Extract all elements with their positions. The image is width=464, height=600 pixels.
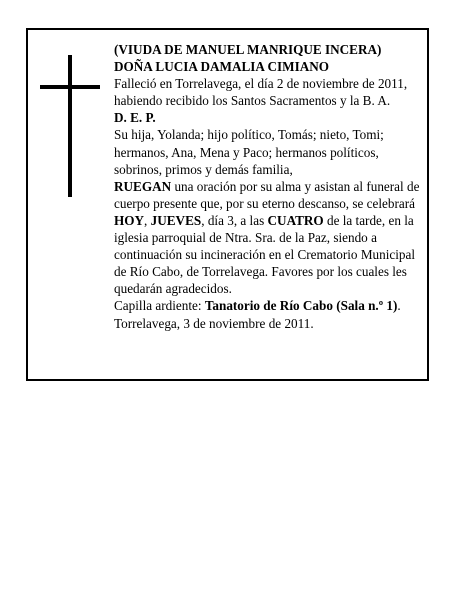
request-text-1: una oración por su alma y asistan al funeral de cuerpo presente que, por su eterno descanso, se celebrará bbox=[114, 178, 420, 211]
chapel-line bbox=[114, 297, 424, 314]
hoy-word: HOY bbox=[114, 212, 145, 228]
cross-icon-bar bbox=[40, 85, 100, 89]
death-announcement: Falleció en Torrelavega, el día 2 de noviembre de 2011, habiendo recibido los Santos Sacramentos y la B. A. bbox=[114, 76, 408, 109]
family-list: Su hija, Yolanda; hijo político, Tomás; nieto, Tomi; hermanos, Ana, Mena y Paco; hermanos políticos, sobrinos, primos y demás familia, bbox=[114, 127, 384, 177]
jueves-word: JUEVES bbox=[150, 212, 202, 228]
dep-line: D. E. P. bbox=[114, 110, 156, 126]
funeral-request bbox=[114, 178, 424, 298]
cuatro-word: CUATRO bbox=[267, 212, 324, 228]
widow-line: (VIUDA DE MANUEL MANRIQUE INCERA) bbox=[114, 42, 382, 57]
date-line: Torrelavega, 3 de noviembre de 2011. bbox=[114, 315, 314, 331]
chapel-place: Tanatorio de Río Cabo (Sala n.º 1) bbox=[204, 298, 398, 314]
request-comma: , bbox=[144, 212, 151, 228]
obituary-notice bbox=[26, 28, 429, 381]
cross-icon bbox=[68, 55, 72, 197]
chapel-end: . bbox=[397, 298, 401, 314]
request-text-2: , día 3, a las bbox=[201, 212, 268, 228]
request-text-3: de la tarde, en la iglesia parroquial de Ntra. Sra. de la Paz, siendo a continuación su incineración en el Crematorio Municipal de Río Cabo, de Torrelavega. Favores por los cuales les quedarán agradecidos. bbox=[114, 212, 416, 297]
chapel-label: Capilla ardiente: bbox=[114, 298, 205, 314]
obituary-text bbox=[114, 41, 424, 332]
deceased-name: DOÑA LUCIA DAMALIA CIMIANO bbox=[114, 59, 330, 75]
ruegan-word: RUEGAN bbox=[114, 178, 172, 194]
